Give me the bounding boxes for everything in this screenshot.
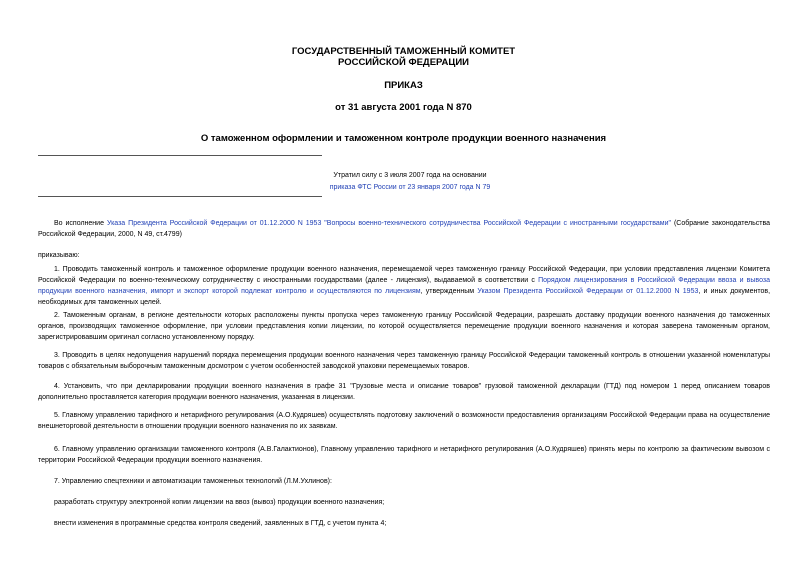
repeal-order-link[interactable]: приказа ФТС России от 23 января 2007 года N 79 <box>329 184 491 191</box>
doc-date: от 31 августа 2001 года N 870 <box>335 102 472 113</box>
document-title: О таможенном оформлении и таможенном контроле продукции военного назначения <box>200 133 607 144</box>
intro-suffix: (Собрание законодательства Российской Федерации, 2000, N 49, ст.4799) <box>38 220 771 238</box>
item-7: 7. Управлению спецтехники и автоматизации таможенных технологий (Л.М.Ухлинов): <box>54 478 332 485</box>
decree-1953-link[interactable]: Указом Президента Российской Федерации от 01.12.2000 N 1953 <box>477 288 699 295</box>
doc-type: ПРИКАЗ <box>384 80 423 91</box>
licensing-order-link[interactable]: Порядком лицензирования в Российской Федерации ввоза и вывоза продукции военного назначения, импорт и экспорт которой подлежат контролю и осуществляются по лицензиям <box>38 277 770 295</box>
item-7-sub-2: внести изменения в программные средства контроля сведений, заявленных в ГТД, с учетом пункта 4; <box>54 520 387 527</box>
intro-prefix: Во исполнение <box>54 220 107 227</box>
item-6: 6. Главному управлению организации таможенного контроля (А.В.Галактионов), Главному управлению тарифного и нетарифного регулирования (А.О.Кудряшев) принять меры по контролю за фактическим вывозом с территории Российской Федерации продукции военного назначения. <box>38 446 770 464</box>
decree-link[interactable]: Указа Президента Российской Федерации от 01.12.2000 N 1953 "Вопросы военно-технического сотрудничества Российской Федерации с иностранными государствами" <box>106 220 672 227</box>
item-4: 4. Установить, что при декларировании продукции военного назначения в графе 31 "Грузовые места и описание товаров" грузовой таможенной декларации (ГТД) под номером 1 перед описанием товаров дополнительно проставляется категория продукции военного назначения, указанная в лицензии. <box>38 383 770 401</box>
top-divider <box>38 155 322 156</box>
repeal-note-text: Утратил силу с 3 июля 2007 года на основании <box>333 172 487 179</box>
item-3: 3. Проводить в целях недопущения нарушений порядка перемещения продукции военного назначения через таможенную границу Российской Федерации таможенный контроль в отношении указанной номенклатуры товаров с обязательным выборочным таможенным досмотром с учетом особенностей заводской упаковки перемещаемых товаров. <box>38 352 770 370</box>
intro-paragraph <box>38 218 770 240</box>
item-5: 5. Главному управлению тарифного и нетарифного регулирования (А.О.Кудряшев) осуществлять подготовку заключений о возможности предоставления организациям Российской Федерации права на осуществление внешнеторговой деятельности в отношении продукции военного назначения по их заявкам. <box>38 412 770 430</box>
item-1: 1. Проводить таможенный контроль и таможенное оформление продукции военного назначения, перемещаемой через таможенную границу Российской Федерации, при условии представления лицензии Комитета Российской Федерации по военно-техническому сотрудничеству с иностранными государствами (далее - лицензия), выдаваемой в соответствии с Порядком лицензирования в Российской Федерации ввоза и вывоза продукции военного назначения, импорт и экспорт которой подлежат контролю и осуществляются по лицензиям, утвержденным Указом Президента Российской Федерации от 01.12.2000 N 1953, и иных документов, необходимых для таможенных целей. <box>38 266 771 306</box>
item-7-sub-1: разработать структуру электронной копии лицензии на ввоз (вывоз) продукции военного назначения; <box>54 499 385 506</box>
order-word: приказываю: <box>38 252 80 259</box>
org-name-line2: РОССИЙСКОЙ ФЕДЕРАЦИИ <box>337 57 469 68</box>
repeal-note <box>300 170 520 194</box>
item-2: 2. Таможенным органам, в регионе деятельности которых расположены пункты пропуска через таможенную границу Российской Федерации, разрешать доставку продукции военного назначения до таможенных органов, производящих таможенное оформление, при условии представления копии лицензии, по которой осуществляется перемещение продукции военного назначения и которая заверена таможенным органом, зарегистрировавшим оригинал согласно установленному порядку. <box>38 312 770 341</box>
org-name-line1: ГОСУДАРСТВЕННЫЙ ТАМОЖЕННЫЙ КОМИТЕТ <box>291 46 516 57</box>
bottom-divider <box>38 196 322 197</box>
